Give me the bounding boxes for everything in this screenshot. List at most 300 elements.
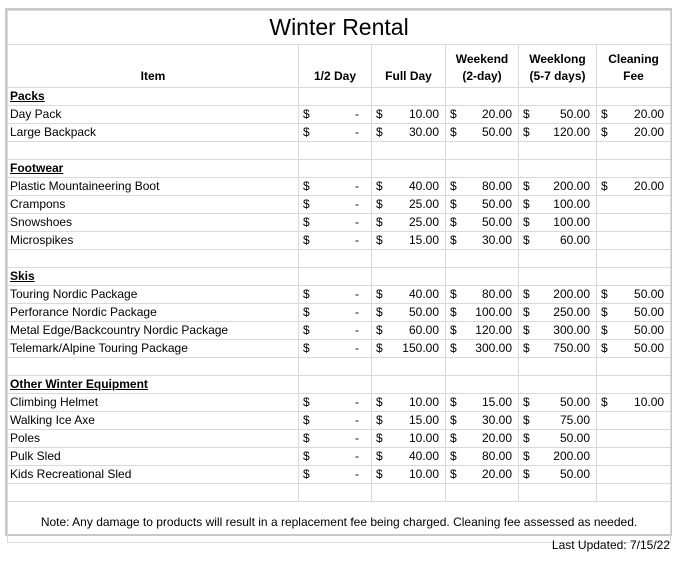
price-value: 300.00: [553, 323, 590, 337]
price-value: 20.00: [481, 431, 512, 445]
cleaning-fee: [597, 430, 671, 448]
table-row: [8, 394, 671, 412]
currency-symbol: $: [303, 197, 310, 211]
price-value: -: [355, 287, 359, 301]
empty-cell: [519, 484, 597, 502]
price-value: 120.00: [553, 125, 590, 139]
item-name: Crampons: [8, 196, 299, 214]
weekend-price: [446, 340, 519, 358]
currency-symbol: $: [601, 323, 608, 337]
currency-symbol: $: [376, 341, 383, 355]
table-row: [8, 124, 671, 142]
price-value: 40.00: [408, 179, 439, 193]
empty-cell: [446, 484, 519, 502]
price-value: 50.00: [408, 305, 439, 319]
currency-symbol: $: [450, 305, 457, 319]
currency-symbol: $: [523, 323, 530, 337]
currency-symbol: $: [303, 287, 310, 301]
price-value: 10.00: [408, 467, 439, 481]
half-day-price: [299, 340, 372, 358]
currency-symbol: $: [450, 323, 457, 337]
table-row: [8, 286, 671, 304]
price-value: 50.00: [559, 107, 590, 121]
full-day-price: [372, 412, 446, 430]
price-value: 300.00: [475, 341, 512, 355]
empty-cell: [519, 376, 597, 394]
currency-symbol: $: [303, 107, 310, 121]
item-name: Large Backpack: [8, 124, 299, 142]
category-label: Packs: [8, 88, 299, 106]
weeklong-price: [519, 448, 597, 466]
weekend-price: [446, 106, 519, 124]
currency-symbol: $: [303, 341, 310, 355]
cleaning-fee: [597, 232, 671, 250]
price-value: 60.00: [408, 323, 439, 337]
table-row: [8, 214, 671, 232]
empty-cell: [597, 484, 671, 502]
item-name: Poles: [8, 430, 299, 448]
table-row: [8, 322, 671, 340]
half-day-price: [299, 178, 372, 196]
rental-sheet: [5, 8, 672, 536]
weekend-price: [446, 430, 519, 448]
price-value: 80.00: [481, 449, 512, 463]
price-value: -: [355, 413, 359, 427]
empty-cell: [372, 358, 446, 376]
currency-symbol: $: [376, 413, 383, 427]
cleaning-fee: [597, 412, 671, 430]
full-day-price: [372, 178, 446, 196]
currency-symbol: $: [601, 395, 608, 409]
price-value: 50.00: [634, 287, 665, 301]
sheet-title: Winter Rental: [8, 11, 671, 45]
currency-symbol: $: [376, 197, 383, 211]
price-value: -: [355, 197, 359, 211]
item-name: Pulk Sled: [8, 448, 299, 466]
price-value: -: [355, 233, 359, 247]
weeklong-price: [519, 214, 597, 232]
empty-cell: [299, 358, 372, 376]
empty-cell: [299, 376, 372, 394]
header-cleaning-fee: Cleaning Fee: [597, 45, 671, 88]
blank-row: [8, 250, 671, 268]
price-value: 20.00: [634, 125, 665, 139]
cleaning-fee: [597, 466, 671, 484]
price-value: 40.00: [408, 449, 439, 463]
empty-cell: [519, 250, 597, 268]
price-value: 60.00: [559, 233, 590, 247]
empty-cell: [299, 160, 372, 178]
item-name: Metal Edge/Backcountry Nordic Package: [8, 322, 299, 340]
price-value: 50.00: [559, 431, 590, 445]
price-value: 200.00: [553, 179, 590, 193]
price-value: -: [355, 107, 359, 121]
price-value: 250.00: [553, 305, 590, 319]
empty-cell: [372, 160, 446, 178]
empty-cell: [372, 88, 446, 106]
price-value: 50.00: [634, 323, 665, 337]
currency-symbol: $: [523, 215, 530, 229]
item-name: Touring Nordic Package: [8, 286, 299, 304]
empty-cell: [519, 88, 597, 106]
currency-symbol: $: [523, 413, 530, 427]
half-day-price: [299, 412, 372, 430]
empty-cell: [299, 250, 372, 268]
empty-cell: [299, 88, 372, 106]
item-name: Plastic Mountaineering Boot: [8, 178, 299, 196]
price-value: 20.00: [481, 107, 512, 121]
currency-symbol: $: [523, 233, 530, 247]
half-day-price: [299, 466, 372, 484]
category-label: Footwear: [8, 160, 299, 178]
currency-symbol: $: [303, 449, 310, 463]
price-value: 10.00: [408, 107, 439, 121]
currency-symbol: $: [376, 305, 383, 319]
empty-cell: [8, 484, 299, 502]
item-name: Climbing Helmet: [8, 394, 299, 412]
empty-cell: [372, 484, 446, 502]
price-value: -: [355, 395, 359, 409]
price-value: 20.00: [634, 179, 665, 193]
cleaning-fee: [597, 322, 671, 340]
currency-symbol: $: [376, 233, 383, 247]
empty-cell: [299, 142, 372, 160]
price-value: 100.00: [475, 305, 512, 319]
empty-cell: [597, 160, 671, 178]
currency-symbol: $: [450, 395, 457, 409]
weeklong-price: [519, 124, 597, 142]
price-value: -: [355, 305, 359, 319]
table-row: [8, 466, 671, 484]
price-value: 15.00: [408, 233, 439, 247]
currency-symbol: $: [303, 215, 310, 229]
price-value: 80.00: [481, 179, 512, 193]
weekend-price: [446, 214, 519, 232]
price-value: 50.00: [481, 215, 512, 229]
full-day-price: [372, 448, 446, 466]
half-day-price: [299, 322, 372, 340]
price-value: 10.00: [634, 395, 665, 409]
empty-cell: [372, 376, 446, 394]
weeklong-price: [519, 106, 597, 124]
table-row: [8, 340, 671, 358]
full-day-price: [372, 394, 446, 412]
full-day-price: [372, 430, 446, 448]
item-name: Perforance Nordic Package: [8, 304, 299, 322]
weeklong-price: [519, 466, 597, 484]
empty-cell: [446, 160, 519, 178]
currency-symbol: $: [376, 467, 383, 481]
empty-cell: [519, 160, 597, 178]
item-name: Microspikes: [8, 232, 299, 250]
header-weekend: Weekend (2-day): [446, 45, 519, 88]
weeklong-price: [519, 196, 597, 214]
currency-symbol: $: [303, 431, 310, 445]
full-day-price: [372, 196, 446, 214]
currency-symbol: $: [376, 323, 383, 337]
currency-symbol: $: [450, 179, 457, 193]
table-row: [8, 106, 671, 124]
weeklong-price: [519, 304, 597, 322]
weeklong-price: [519, 412, 597, 430]
currency-symbol: $: [303, 323, 310, 337]
currency-symbol: $: [523, 125, 530, 139]
price-value: 50.00: [559, 395, 590, 409]
empty-cell: [597, 376, 671, 394]
price-value: 50.00: [481, 197, 512, 211]
full-day-price: [372, 322, 446, 340]
price-value: -: [355, 449, 359, 463]
header-full-day: Full Day: [372, 45, 446, 88]
price-value: -: [355, 467, 359, 481]
table-row: [8, 178, 671, 196]
blank-row: [8, 142, 671, 160]
price-value: -: [355, 323, 359, 337]
cleaning-fee: [597, 106, 671, 124]
full-day-price: [372, 214, 446, 232]
price-value: 30.00: [481, 233, 512, 247]
currency-symbol: $: [376, 215, 383, 229]
empty-cell: [597, 358, 671, 376]
currency-symbol: $: [523, 395, 530, 409]
weekend-price: [446, 178, 519, 196]
price-value: 25.00: [408, 215, 439, 229]
cleaning-fee: [597, 304, 671, 322]
price-value: 25.00: [408, 197, 439, 211]
price-value: -: [355, 431, 359, 445]
empty-cell: [446, 358, 519, 376]
full-day-price: [372, 124, 446, 142]
currency-symbol: $: [303, 467, 310, 481]
price-value: 15.00: [408, 413, 439, 427]
rental-table: [7, 10, 671, 543]
currency-symbol: $: [376, 287, 383, 301]
currency-symbol: $: [450, 125, 457, 139]
empty-cell: [446, 250, 519, 268]
cleaning-fee: [597, 124, 671, 142]
cleaning-fee: [597, 448, 671, 466]
half-day-price: [299, 286, 372, 304]
price-value: 80.00: [481, 287, 512, 301]
price-value: 20.00: [481, 467, 512, 481]
weeklong-price: [519, 232, 597, 250]
currency-symbol: $: [601, 305, 608, 319]
empty-cell: [597, 268, 671, 286]
empty-cell: [446, 88, 519, 106]
price-value: 40.00: [408, 287, 439, 301]
currency-symbol: $: [450, 107, 457, 121]
currency-symbol: $: [376, 125, 383, 139]
item-name: Day Pack: [8, 106, 299, 124]
currency-symbol: $: [523, 179, 530, 193]
table-row: [8, 232, 671, 250]
currency-symbol: $: [601, 287, 608, 301]
price-value: -: [355, 341, 359, 355]
currency-symbol: $: [376, 449, 383, 463]
weekend-price: [446, 322, 519, 340]
full-day-price: [372, 286, 446, 304]
currency-symbol: $: [303, 305, 310, 319]
item-name: Walking Ice Axe: [8, 412, 299, 430]
currency-symbol: $: [450, 467, 457, 481]
half-day-price: [299, 214, 372, 232]
currency-symbol: $: [303, 233, 310, 247]
table-row: [8, 430, 671, 448]
cleaning-fee: [597, 178, 671, 196]
category-label: Other Winter Equipment: [8, 376, 299, 394]
cleaning-fee: [597, 394, 671, 412]
empty-cell: [8, 358, 299, 376]
weekend-price: [446, 196, 519, 214]
full-day-price: [372, 466, 446, 484]
half-day-price: [299, 124, 372, 142]
currency-symbol: $: [303, 395, 310, 409]
damage-note: Note: Any damage to products will result in a replacement fee being charged. Cleaning fee assessed as needed.: [8, 502, 671, 543]
weeklong-price: [519, 178, 597, 196]
currency-symbol: $: [376, 179, 383, 193]
empty-cell: [519, 268, 597, 286]
half-day-price: [299, 232, 372, 250]
currency-symbol: $: [450, 233, 457, 247]
empty-cell: [299, 268, 372, 286]
currency-symbol: $: [450, 449, 457, 463]
currency-symbol: $: [523, 197, 530, 211]
weekend-price: [446, 394, 519, 412]
weekend-price: [446, 466, 519, 484]
half-day-price: [299, 304, 372, 322]
price-value: 120.00: [475, 323, 512, 337]
full-day-price: [372, 340, 446, 358]
price-value: 30.00: [481, 413, 512, 427]
weeklong-price: [519, 394, 597, 412]
empty-cell: [519, 142, 597, 160]
category-row: [8, 160, 671, 178]
price-value: 50.00: [559, 467, 590, 481]
weekend-price: [446, 286, 519, 304]
cleaning-fee: [597, 214, 671, 232]
header-half-day: 1/2 Day: [299, 45, 372, 88]
price-value: 75.00: [559, 413, 590, 427]
currency-symbol: $: [523, 431, 530, 445]
currency-symbol: $: [523, 107, 530, 121]
table-row: [8, 304, 671, 322]
header-item: Item: [8, 45, 299, 88]
item-name: Snowshoes: [8, 214, 299, 232]
weeklong-price: [519, 430, 597, 448]
currency-symbol: $: [523, 305, 530, 319]
half-day-price: [299, 106, 372, 124]
price-value: 20.00: [634, 107, 665, 121]
currency-symbol: $: [376, 395, 383, 409]
cleaning-fee: [597, 286, 671, 304]
header-row: [8, 45, 671, 88]
currency-symbol: $: [523, 467, 530, 481]
empty-cell: [372, 142, 446, 160]
header-weeklong: Weeklong (5-7 days): [519, 45, 597, 88]
table-row: [8, 448, 671, 466]
weeklong-price: [519, 286, 597, 304]
currency-symbol: $: [450, 287, 457, 301]
empty-cell: [446, 268, 519, 286]
currency-symbol: $: [303, 413, 310, 427]
category-label: Skis: [8, 268, 299, 286]
price-value: 50.00: [634, 305, 665, 319]
price-value: 200.00: [553, 287, 590, 301]
currency-symbol: $: [376, 431, 383, 445]
weekend-price: [446, 124, 519, 142]
currency-symbol: $: [450, 341, 457, 355]
price-value: 50.00: [481, 125, 512, 139]
half-day-price: [299, 430, 372, 448]
last-updated: Last Updated: 7/15/22: [551, 538, 670, 552]
empty-cell: [597, 88, 671, 106]
price-value: 100.00: [553, 197, 590, 211]
table-row: [8, 412, 671, 430]
full-day-price: [372, 106, 446, 124]
half-day-price: [299, 394, 372, 412]
category-row: [8, 268, 671, 286]
currency-symbol: $: [303, 179, 310, 193]
price-value: -: [355, 215, 359, 229]
price-value: -: [355, 179, 359, 193]
currency-symbol: $: [523, 449, 530, 463]
weekend-price: [446, 304, 519, 322]
empty-cell: [299, 484, 372, 502]
price-value: -: [355, 125, 359, 139]
currency-symbol: $: [601, 125, 608, 139]
cleaning-fee: [597, 340, 671, 358]
currency-symbol: $: [450, 197, 457, 211]
blank-row: [8, 484, 671, 502]
category-row: [8, 376, 671, 394]
weeklong-price: [519, 322, 597, 340]
currency-symbol: $: [376, 107, 383, 121]
half-day-price: [299, 196, 372, 214]
price-value: 200.00: [553, 449, 590, 463]
currency-symbol: $: [450, 431, 457, 445]
empty-cell: [8, 142, 299, 160]
currency-symbol: $: [303, 125, 310, 139]
weekend-price: [446, 412, 519, 430]
weekend-price: [446, 232, 519, 250]
item-name: Telemark/Alpine Touring Package: [8, 340, 299, 358]
currency-symbol: $: [523, 341, 530, 355]
price-value: 50.00: [634, 341, 665, 355]
price-value: 30.00: [408, 125, 439, 139]
weekend-price: [446, 448, 519, 466]
empty-cell: [446, 376, 519, 394]
full-day-price: [372, 304, 446, 322]
note-row: [8, 502, 671, 543]
weeklong-price: [519, 340, 597, 358]
empty-cell: [8, 250, 299, 268]
empty-cell: [519, 358, 597, 376]
empty-cell: [372, 250, 446, 268]
currency-symbol: $: [601, 107, 608, 121]
cleaning-fee: [597, 196, 671, 214]
currency-symbol: $: [601, 179, 608, 193]
price-value: 10.00: [408, 431, 439, 445]
half-day-price: [299, 448, 372, 466]
price-value: 150.00: [402, 341, 439, 355]
currency-symbol: $: [601, 341, 608, 355]
category-row: [8, 88, 671, 106]
item-name: Kids Recreational Sled: [8, 466, 299, 484]
price-value: 750.00: [553, 341, 590, 355]
full-day-price: [372, 232, 446, 250]
table-row: [8, 196, 671, 214]
blank-row: [8, 358, 671, 376]
